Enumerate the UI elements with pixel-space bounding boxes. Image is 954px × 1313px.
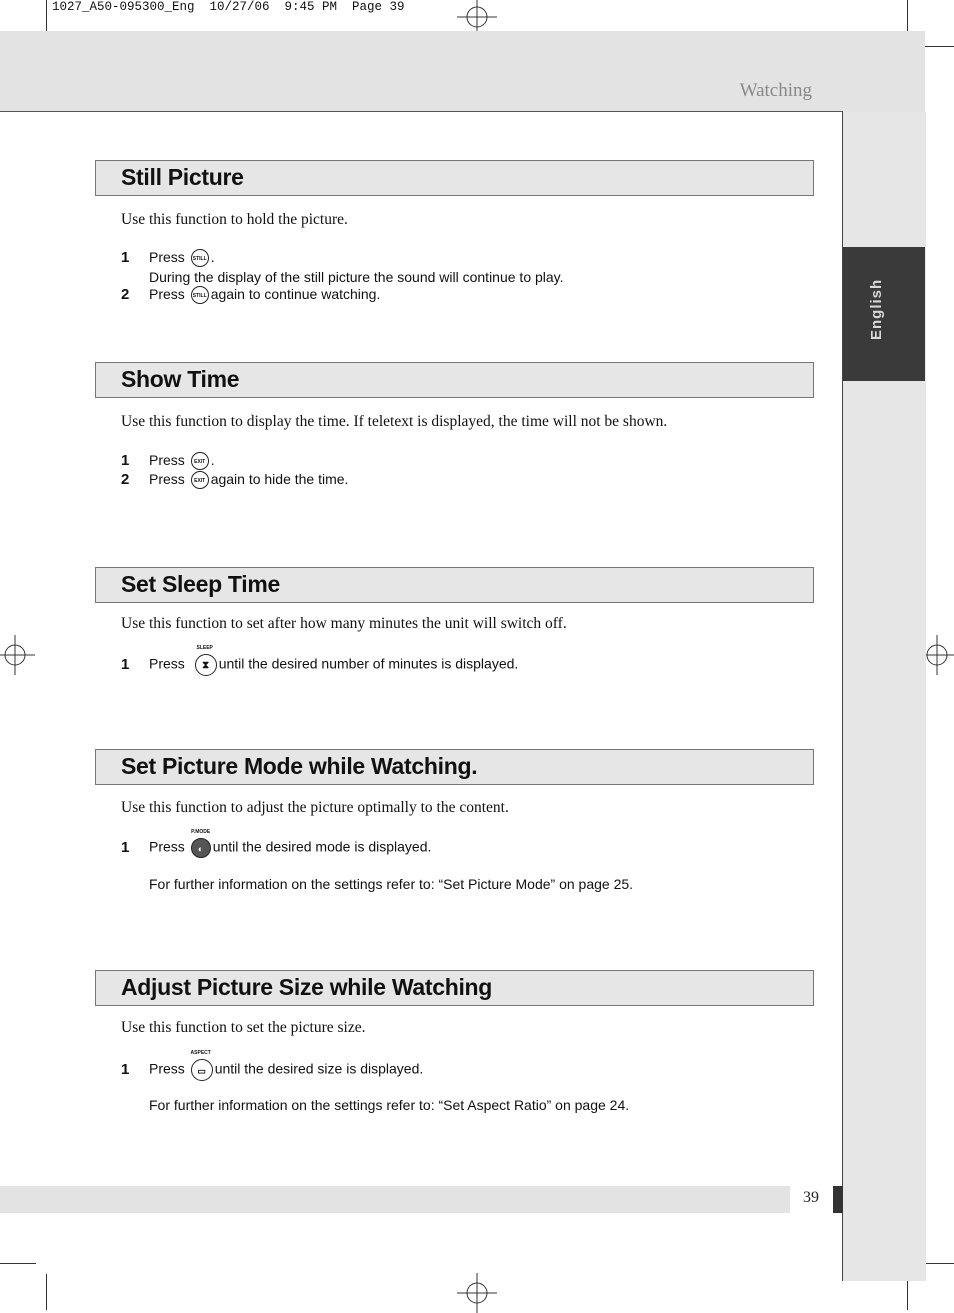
step-number: 2 [121,286,130,303]
section-title-bar [95,362,814,398]
step-item [121,249,215,267]
running-head: Watching [739,80,812,101]
section-title-bar [95,160,814,196]
sleep-button-icon [195,645,217,676]
step-text: again to hide the time. [210,471,349,487]
section-set-picture-mode [95,749,814,892]
registration-mark-icon [0,635,35,675]
step-text: until the desired size is displayed. [214,1060,424,1077]
step-text: Press [149,1060,185,1077]
still-button-icon [191,286,209,304]
step-item [121,452,215,470]
section-title-bar [95,749,814,785]
button-glyph: STILL [192,293,207,300]
print-slug: 1027_A50-095300_Eng 10/27/06 9:45 PM Page 39 [52,0,405,14]
section-intro: Use this function to display the time. If teletext is displayed, the time will not be shown. [121,413,668,430]
section-intro: Use this function to adjust the picture optimally to the content. [121,799,509,816]
picture-mode-button-icon [191,829,211,858]
section-note: For further information on the settings refer to: “Set Picture Mode” on page 25. [149,876,634,892]
aspect-button-icon [190,1050,213,1081]
step-text: again to continue watching. [210,286,381,302]
step-text: Press [149,286,185,302]
button-glyph: STILL [192,256,207,263]
step-number: 1 [121,1060,130,1078]
step-text: until the desired mode is displayed. [212,838,432,855]
step-item [121,286,380,304]
section-title: Show Time [121,366,240,392]
section-adjust-picture-size [95,970,814,1113]
crop-mark [46,1274,47,1310]
button-glyph: ⧗ [202,660,210,671]
step-item [121,471,348,489]
step-number: 2 [121,471,130,488]
header-rule [0,111,843,112]
section-intro: Use this function to set the picture size. [121,1019,366,1036]
button-glyph: EXIT [194,459,206,466]
step-text: until the desired number of minutes is displayed. [218,655,519,672]
step-text: Press [149,655,185,672]
step-text: . [210,452,215,468]
button-caption: SLEEP [196,645,213,651]
button-caption: P.MODE [191,829,211,835]
section-title-bar [95,567,814,603]
step-number: 1 [121,838,130,856]
step-number: 1 [121,452,130,469]
registration-mark-icon [457,1273,497,1313]
step-text: Press [149,452,185,468]
section-intro: Use this function to hold the picture. [121,211,348,228]
section-title: Adjust Picture Size while Watching [121,974,493,1000]
section-title: Set Sleep Time [121,571,281,597]
button-caption: ASPECT [190,1050,211,1056]
section-note: For further information on the settings refer to: “Set Aspect Ratio” on page 24. [149,1097,630,1113]
section-still-picture [95,160,814,303]
section-title-bar [95,970,814,1006]
step-text: Press [149,471,185,487]
footer-band [0,1186,790,1213]
section-title: Still Picture [121,164,244,190]
step-text: . [210,249,215,265]
page-marker [833,1186,843,1213]
page-number: 39 [803,1189,819,1206]
crop-mark [0,1263,36,1264]
exit-button-icon [191,452,209,470]
still-button-icon [191,249,209,267]
section-intro: Use this function to set after how many minutes the unit will switch off. [121,615,567,632]
step-number: 1 [121,249,130,266]
section-title: Set Picture Mode while Watching. [121,753,478,779]
language-tab-label: English [868,278,885,340]
button-glyph: ▭ [197,1066,206,1076]
section-set-sleep-time [95,567,814,673]
step-item [121,829,432,858]
step-text: Press [149,249,185,265]
button-glyph: EXIT [194,478,206,485]
button-glyph: ◐ [197,844,204,854]
step-item [121,1050,424,1081]
step-detail: During the display of the still picture the sound will continue to play. [149,269,564,285]
section-show-time [95,362,814,488]
step-number: 1 [121,655,130,673]
step-text: Press [149,838,185,855]
exit-button-icon [191,471,209,489]
step-item [121,645,519,676]
